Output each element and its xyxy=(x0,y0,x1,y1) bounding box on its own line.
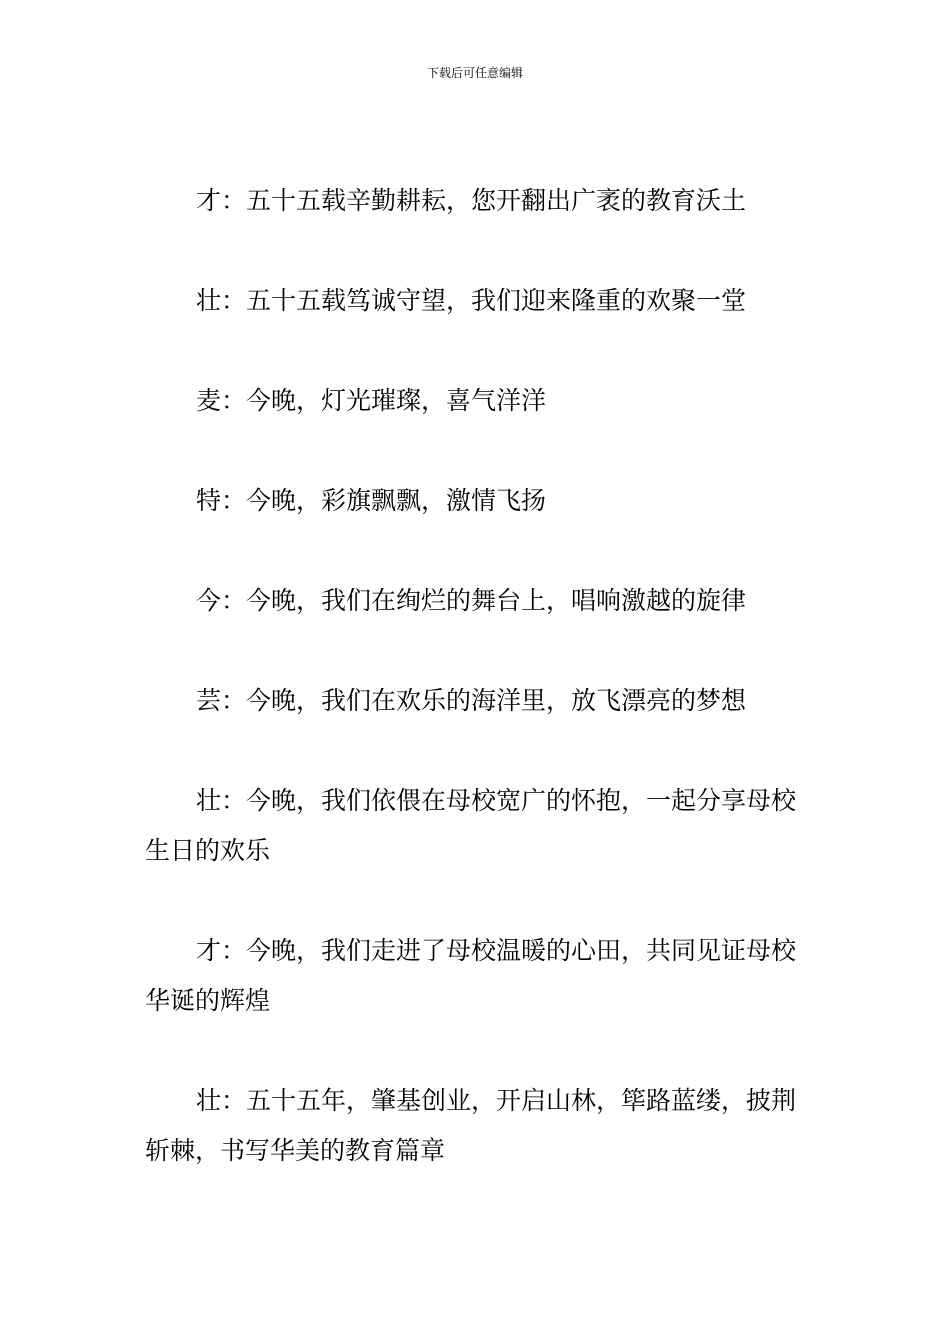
dialogue-line: 才：今晚，我们走进了母校温暖的心田，共同见证母校华诞的辉煌 xyxy=(145,936,797,1015)
dialogue-line: 壮：五十五年，肇基创业，开启山林，筚路蓝缕，披荆斩棘，书写华美的教育篇章 xyxy=(145,1086,797,1165)
dialogue-line: 麦：今晚，灯光璀璨，喜气洋洋 xyxy=(196,386,547,415)
page-header: 下载后可任意编辑 xyxy=(426,66,523,80)
document-body xyxy=(145,176,810,1226)
dialogue-line: 壮：五十五载笃诚守望，我们迎来隆重的欢聚一堂 xyxy=(196,286,747,315)
dialogue-line: 芸：今晚，我们在欢乐的海洋里，放飞漂亮的梦想 xyxy=(196,686,747,715)
dialogue-line: 壮：今晚，我们依偎在母校宽广的怀抱，一起分享母校生日的欢乐 xyxy=(145,786,797,865)
dialogue-line: 才：五十五载辛勤耕耘，您开翻出广袤的教育沃土 xyxy=(196,186,747,215)
dialogue-line: 今：今晚，我们在绚烂的舞台上，唱响激越的旋律 xyxy=(196,586,747,615)
dialogue-line: 特：今晚，彩旗飘飘，激情飞扬 xyxy=(196,486,547,515)
